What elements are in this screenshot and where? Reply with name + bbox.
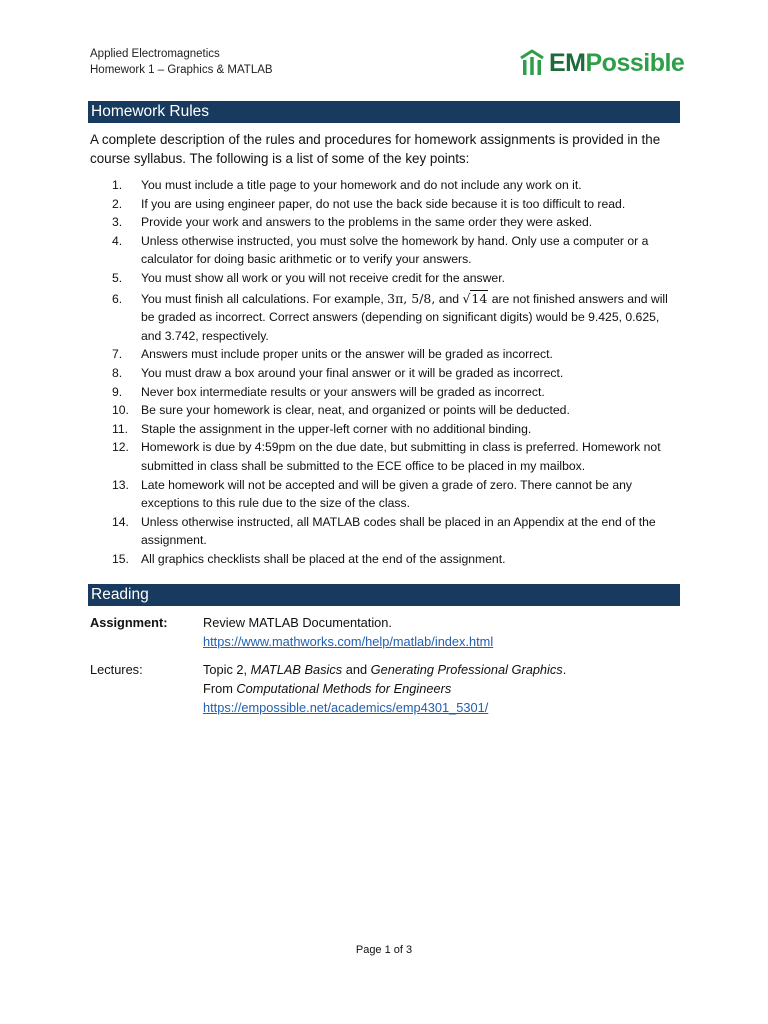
- item-text: [141, 290, 680, 346]
- lecture-title-1: MATLAB Basics: [250, 662, 343, 677]
- lectures-from: From: [203, 681, 237, 696]
- logo-wordmark: [549, 48, 684, 78]
- mathworks-link[interactable]: https://www.mathworks.com/help/matlab/index.html: [203, 634, 494, 649]
- list-item: [90, 269, 680, 288]
- list-item: [90, 476, 680, 513]
- item-text: Provide your work and answers to the problems in the same order they were asked.: [141, 215, 593, 230]
- homework-rules-heading: Homework Rules: [88, 101, 680, 123]
- item-text: Homework is due by 4:59pm on the due date, but submitting in class is preferred. Homework not submitted in class shall be submitted to the ECE office to be placed in my mailbox.: [141, 440, 661, 473]
- assignment-value: [203, 613, 673, 651]
- assignment-label: Assignment:: [90, 615, 168, 630]
- lectures-topic: [203, 660, 673, 679]
- item-number: 10.: [112, 403, 129, 418]
- item-number: 4.: [112, 233, 123, 248]
- course-name: Applied Electromagnetics: [90, 48, 220, 60]
- assignment-name: Homework 1 – Graphics & MATLAB: [90, 64, 273, 76]
- item-number: 7.: [112, 347, 123, 362]
- item-text: Unless otherwise instructed, you must solve the homework by hand. Only use a computer or a calculator for doing basic arithmetic or to verify your answers.: [141, 233, 649, 267]
- item-number: 3.: [112, 215, 123, 230]
- assignment-text: Review MATLAB Documentation.: [203, 615, 392, 630]
- sqrt-expression: [462, 290, 488, 306]
- item-number: 8.: [112, 365, 123, 380]
- logo-wordmark-suffix: Possible: [585, 49, 685, 77]
- item-text: Answers must include proper units or the answer will be graded as incorrect.: [141, 347, 553, 362]
- item-number: 13.: [112, 477, 129, 492]
- list-item: [90, 232, 680, 269]
- item-text-part: are not finished answers and will be graded as incorrect. Correct answers (depending on significant digits) would be 9.425, 0.625, and 3.742, respectively.: [141, 291, 668, 343]
- lectures-source: [203, 679, 673, 698]
- item-number: 1.: [112, 178, 123, 192]
- list-item: [90, 290, 680, 346]
- lectures-value: [203, 660, 673, 717]
- lectures-period: .: [562, 662, 567, 677]
- list-item: [90, 401, 680, 420]
- item-text: Be sure your homework is clear, neat, and organized or points will be deducted.: [141, 403, 570, 418]
- list-item: [90, 438, 680, 475]
- item-number: 15.: [112, 551, 129, 566]
- lecture-title-2: Generating Professional Graphics: [370, 662, 563, 677]
- lectures-prefix: Topic 2,: [203, 662, 251, 677]
- empossible-logo: [519, 48, 684, 78]
- item-text-part: and: [435, 291, 463, 306]
- empossible-logo-icon: [519, 48, 545, 78]
- reading-lectures-row: [90, 660, 680, 720]
- empossible-course-link[interactable]: https://empossible.net/academics/emp4301_5301/: [203, 700, 489, 715]
- item-text: All graphics checklists shall be placed at the end of the assignment.: [141, 551, 506, 566]
- sqrt-symbol: √: [462, 290, 471, 306]
- page-number: Page 1 of 3: [355, 944, 413, 956]
- list-item: [90, 213, 680, 232]
- lectures-conjunction: and: [342, 662, 371, 677]
- item-text: Staple the assignment in the upper-left corner with no additional binding.: [141, 421, 532, 436]
- reading-heading: Reading: [88, 584, 680, 606]
- item-text: Late homework will not be accepted and will be given a grade of zero. There cannot be any exceptions to this rule due to the size of the class.: [141, 477, 632, 511]
- item-text: If you are using engineer paper, do not use the back side because it is too difficult to read.: [141, 196, 626, 211]
- lectures-label: Lectures:: [90, 662, 143, 677]
- item-number: 5.: [112, 270, 123, 285]
- list-item: [90, 195, 680, 214]
- item-text: You must show all work or you will not receive credit for the answer.: [141, 270, 505, 285]
- item-number: 14.: [112, 514, 129, 529]
- list-item: [90, 550, 680, 569]
- logo-wordmark-prefix: EM: [549, 49, 586, 77]
- rules-intro: A complete description of the rules and procedures for homework assignments is provided in the course syllabus. The following is a list of some of the key points:: [90, 132, 661, 166]
- item-number: 12.: [112, 440, 129, 455]
- document-header: [90, 46, 273, 78]
- item-number: 2.: [112, 196, 123, 211]
- item-text-part: You must finish all calculations. For example,: [141, 291, 388, 306]
- list-item: [90, 420, 680, 439]
- list-item: [90, 176, 680, 195]
- lectures-book: Computational Methods for Engineers: [236, 681, 452, 696]
- item-number: 6.: [112, 291, 123, 306]
- list-item: [90, 383, 680, 402]
- item-number: 9.: [112, 384, 123, 399]
- item-text: You must draw a box around your final answer or it will be graded as incorrect.: [141, 365, 564, 380]
- item-text: You must include a title page to your homework and do not include any work on it.: [141, 178, 582, 192]
- list-item: [90, 513, 680, 550]
- item-text: Unless otherwise instructed, all MATLAB codes shall be placed in an Appendix at the end of the assignment.: [141, 514, 656, 548]
- list-item: [90, 364, 680, 383]
- item-number: 11.: [112, 421, 129, 436]
- list-item: [90, 345, 680, 364]
- sqrt-radicand: 14: [471, 290, 488, 306]
- reading-assignment-row: [90, 613, 680, 653]
- rules-list: [90, 176, 680, 568]
- math-expression: 3π, 5/8,: [387, 290, 436, 306]
- item-text: Never box intermediate results or your answers will be graded as incorrect.: [141, 384, 545, 399]
